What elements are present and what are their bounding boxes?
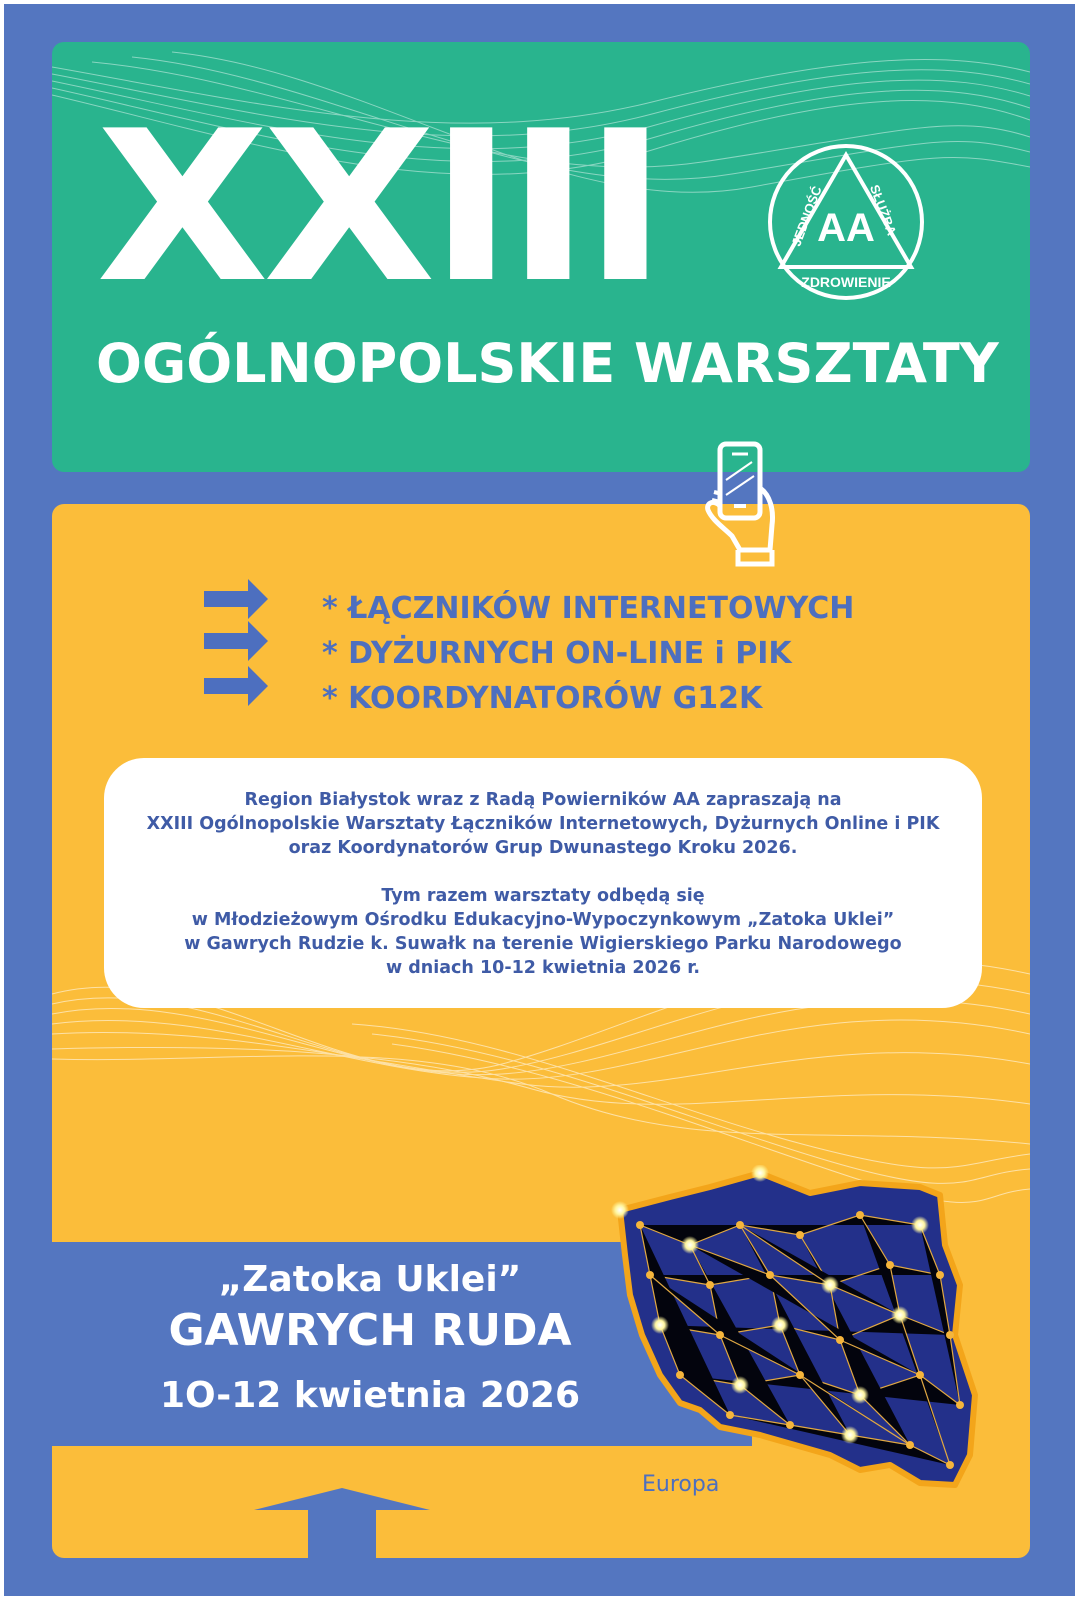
- edition-numeral: XXIII: [96, 87, 661, 329]
- invitation-line: Region Białystok wraz z Radą Powierników AA zapraszają na: [244, 790, 842, 810]
- topic-list: [322, 586, 854, 721]
- event-subtitle: OGÓLNOPOLSKIE WARSZTATY: [96, 332, 999, 395]
- invitation-box: [104, 758, 982, 1008]
- venue-line: w Młodzieżowym Ośrodku Edukacyjno-Wypoczynkowym „Zatoka Uklei”: [191, 910, 895, 930]
- venue-line: w Gawrych Rudzie k. Suwałk na terenie Wigierskiego Parku Narodowego: [184, 934, 902, 954]
- venue-dates: 1O-12 kwietnia 2026: [159, 1375, 581, 1416]
- aa-logo-right-text: SŁUŻBA: [866, 182, 900, 238]
- map-caption: Europa: [642, 1472, 720, 1497]
- venue-paragraph: [104, 884, 982, 980]
- arrow-right-icon: [204, 666, 268, 706]
- aa-logo-icon: [761, 137, 931, 307]
- invitation-line: XXIII Ogólnopolskie Warsztaty Łączników Internetowych, Dyżurnych Online i PIK: [146, 814, 940, 834]
- aa-logo-left-text: JEDNOŚĆ: [788, 184, 825, 249]
- topic-item: * KOORDYNATORÓW G12K: [322, 681, 763, 716]
- arrow-right-icon: [204, 579, 268, 619]
- topic-item: * DYŻURNYCH ON-LINE i PIK: [322, 636, 792, 671]
- venue-line: Tym razem warsztaty odbędą się: [381, 886, 705, 906]
- invitation-paragraph: [104, 788, 982, 860]
- header-panel: [52, 42, 1030, 472]
- aa-logo-bottom-text: ZDROWIENIE: [801, 274, 891, 290]
- venue-town: GAWRYCH RUDA: [168, 1305, 572, 1356]
- venue-name: „Zatoka Uklei”: [218, 1259, 522, 1300]
- invitation-line: oraz Koordynatorów Grup Dwunastego Kroku 2026.: [288, 838, 798, 858]
- poland-network-map: [600, 1165, 1000, 1525]
- topic-item: * ŁĄCZNIKÓW INTERNETOWYCH: [322, 591, 855, 626]
- smartphone-hand-icon: [702, 440, 792, 570]
- aa-logo-center-text: AA: [817, 206, 875, 250]
- venue-line: w dniach 10-12 kwietnia 2026 r.: [385, 958, 701, 978]
- arrow-up-icon: [254, 1488, 430, 1558]
- arrow-right-icon: [204, 621, 268, 661]
